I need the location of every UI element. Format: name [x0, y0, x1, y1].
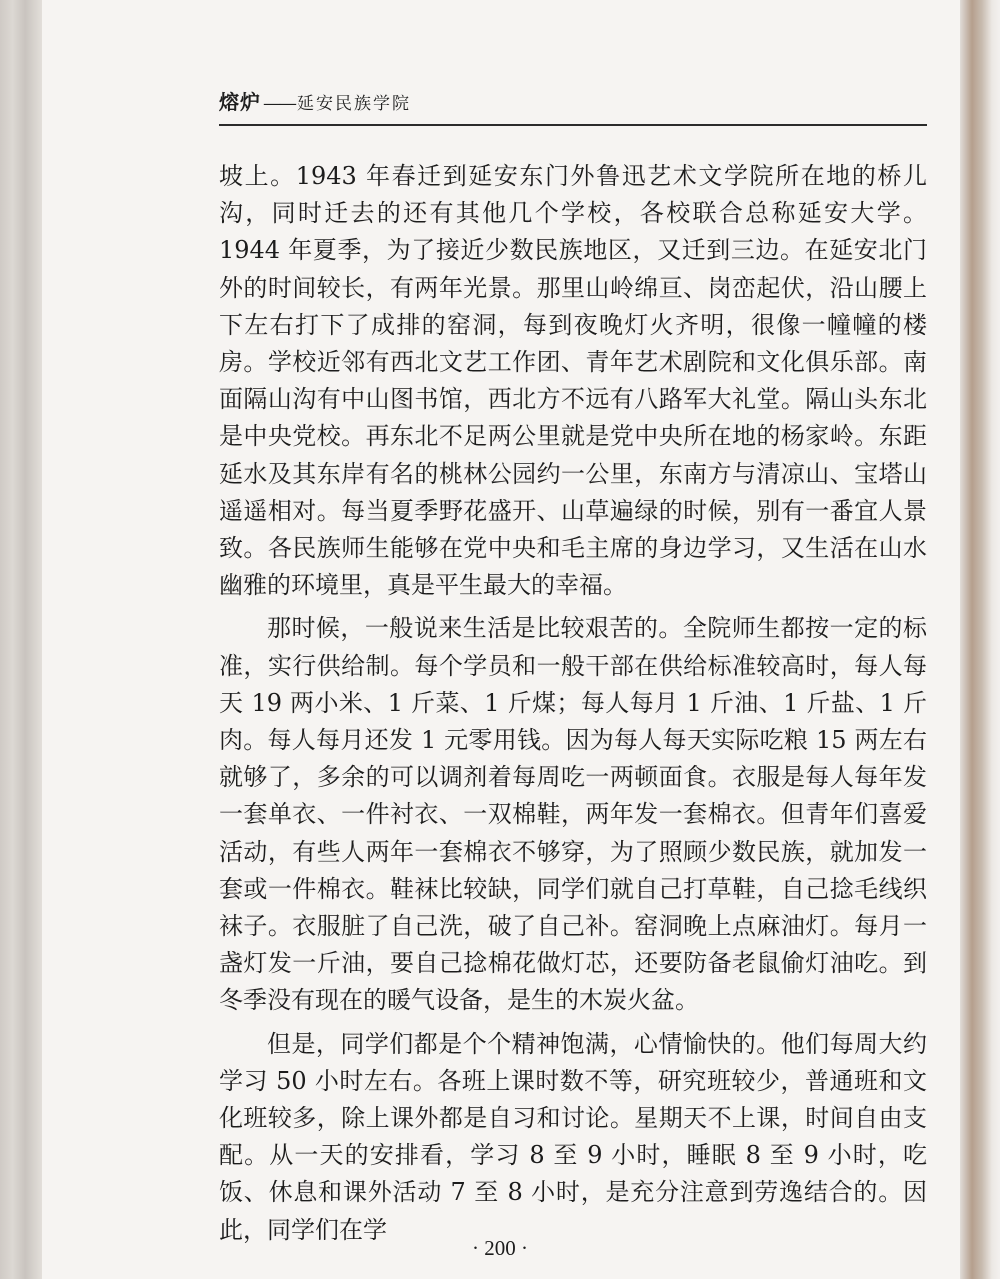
header-dash: —— — [263, 93, 295, 114]
page-edge-shadow — [960, 0, 1000, 1279]
book-gutter-shadow — [0, 0, 42, 1279]
header-title: 熔炉 — [219, 90, 261, 114]
paragraph-2: 那时候，一般说来生活是比较艰苦的。全院师生都按一定的标准，实行供给制。每个学员和一般干部在供给标准较高时，每人每天 19 两小米、1 斤菜、1 斤煤；每人每月 1 斤油、1 斤盐、1 斤肉。每人每月还发 1 元零用钱。因为每人每天实际吃粮 15 两左右就够了，多余的可以调剂着每周吃一两顿面食。衣服是每人每年发一套单衣、一件衬衣、一双棉鞋，两年发一套棉衣。但青年们喜爱活动，有些人两年一套棉衣不够穿，为了照顾少数民族，就加发一套或一件棉衣。鞋袜比较缺，同学们就自己打草鞋，自己捻毛线织袜子。衣服脏了自己洗，破了自己补。窑洞晚上点麻油灯。每月一盏灯发一斤油，要自己捻棉花做灯芯，还要防备老鼠偷灯油吃。到冬季没有现在的暖气设备，是生的木炭火盆。 — [219, 614, 927, 1015]
paragraph-3: 但是，同学们都是个个精神饱满，心情愉快的。他们每周大约学习 50 小时左右。各班上课时数不等，研究班较少，普通班和文化班较多，除上课外都是自习和讨论。星期天不上课，时间自由支配。从一天的安排看，学习 8 至 9 小时，睡眠 8 至 9 小时，吃饭、休息和课外活动 7 至 8 小时，是充分注意到劳逸结合的。因此，同学们在学 — [219, 1029, 927, 1244]
paragraph-1: 坡上。1943 年春迁到延安东门外鲁迅艺术文学院所在地的桥儿沟，同时迁去的还有其他几个学校，各校联合总称延安大学。1944 年夏季，为了接近少数民族地区，又迁到三边。在延安北门外的时间较长，有两年光景。那里山岭绵亘、岗峦起伏，沿山腰上下左右打下了成排的窑洞，每到夜晚灯火齐明，很像一幢幢的楼房。学校近邻有西北文艺工作团、青年艺术剧院和文化俱乐部。南面隔山沟有中山图书馆，西北方不远有八路军大礼堂。隔山头东北是中央党校。再东北不足两公里就是党中央所在地的杨家岭。东距延水及其东岸有名的桃林公园约一公里，东南方与清凉山、宝塔山遥遥相对。每当夏季野花盛开、山草遍绿的时候，别有一番宜人景致。各民族师生能够在党中央和毛主席的身边学习，又生活在山水幽雅的环境里，真是平生最大的幸福。 — [219, 162, 927, 600]
header-rule — [219, 124, 927, 126]
running-header — [219, 86, 411, 122]
page-number: · 200 · — [472, 1236, 528, 1260]
body-text — [219, 158, 927, 1255]
header-subtitle: 延安民族学院 — [297, 94, 411, 114]
